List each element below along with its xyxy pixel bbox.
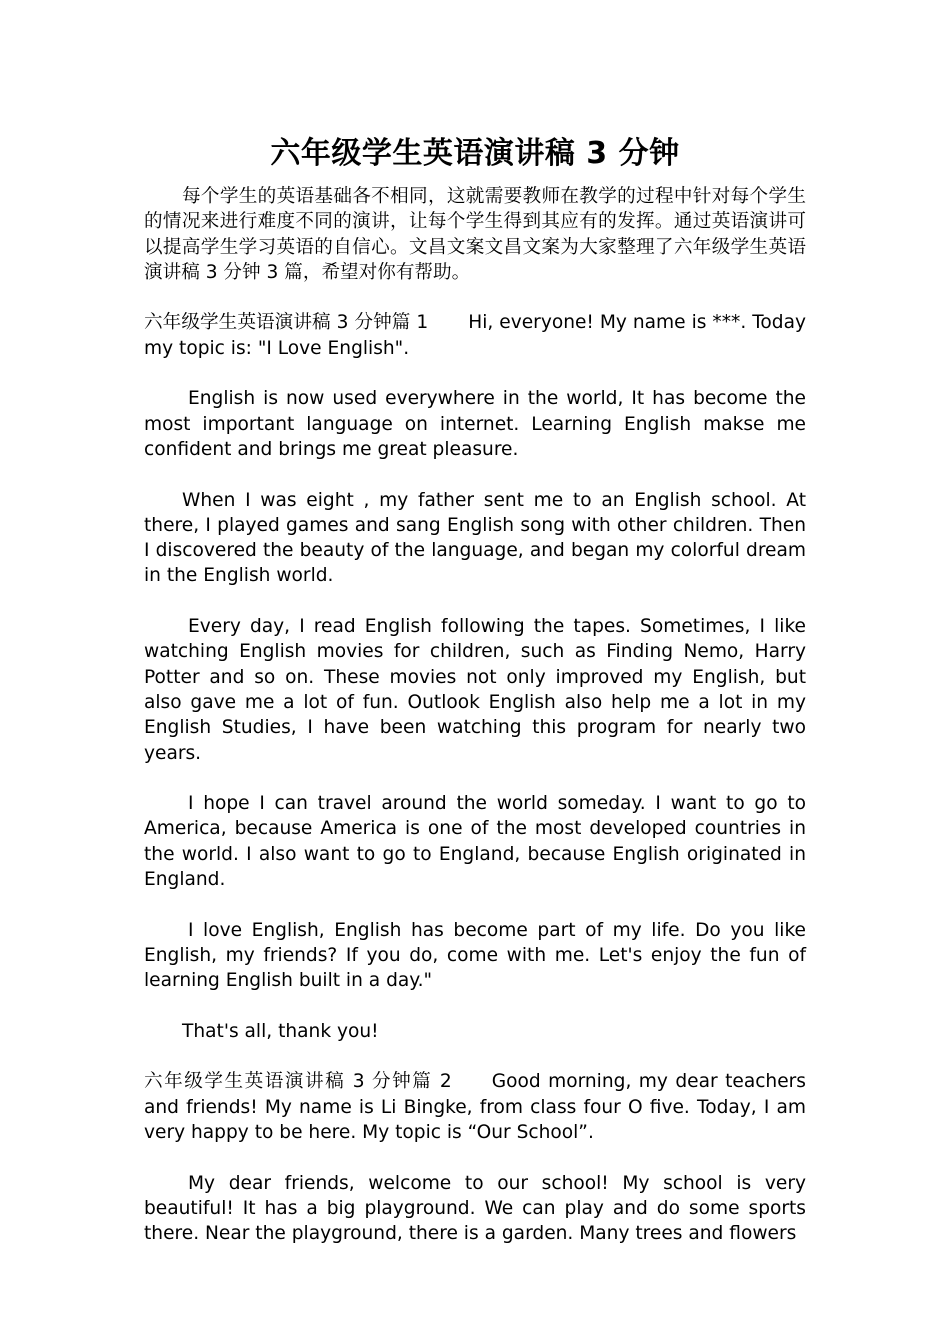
document-page — [144, 128, 806, 1246]
section-1-paragraph: English is now used everywhere in the world, It has become the most important language on internet. Learning English makse me confident and brings me great pleasure. — [144, 388, 806, 460]
section-1-paragraph: Every day, I read English following the tapes. Sometimes, I like watching English movies for children, such as Finding Nemo, Harry Potter and so on. These movies not only improved my English, but also gave me a lot of fun. Outlook English also help me a lot in my English Studies, I have been watching this program for nearly two years. — [144, 616, 806, 764]
section-1-opening-text: Hi, everyone! My name is ***. Today my topic is: "I Love English". — [144, 312, 806, 359]
section-1-heading: 六年级学生英语演讲稿 3 分钟篇 1 — [144, 312, 429, 334]
section-1-closing: That's all, thank you! — [182, 1020, 379, 1042]
section-1-paragraph: I love English, English has become part of my life. Do you like English, my friends? If you do, come with me. Let's enjoy the fun of learning English built in a day." — [144, 919, 806, 992]
intro-paragraph: 每个学生的英语基础各不相同，这就需要教师在教学的过程中针对每个学生的情况来进行难度不同的演讲，让每个学生得到其应有的发挥。通过英语演讲可以提高学生学习英语的自信心。文昌文案文昌文案为大家整理了六年级学生英语演讲稿 3 分钟 3 篇，希望对你有帮助。 — [144, 186, 806, 283]
document-title: 六年级学生英语演讲稿 3 分钟 — [270, 136, 680, 171]
section-2-paragraph: My dear friends, welcome to our school! My school is very beautiful! It has a big playground. We can play and do some sports there. Near the playground, there is a garden. Many trees and flowers — [144, 1172, 806, 1245]
section-2-heading: 六年级学生英语演讲稿 3 分钟篇 2 — [144, 1071, 452, 1093]
section-1-paragraph: I hope I can travel around the world someday. I want to go to America, because America is one of the most developed countries in the world. I also want to go to England, because English originated in England. — [144, 793, 806, 891]
section-1-opening — [144, 310, 806, 361]
section-1-paragraph: When I was eight , my father sent me to an English school. At there, I played games and sang English song with other children. Then I discovered the beauty of the language, and began my colorful dream in the English world. — [144, 489, 806, 587]
section-2-opening-text: Good morning, my dear teachers and friends! My name is Li Bingke, from class four O five. Today, I am very happy to be here. My topic is “Our School”. — [144, 1071, 806, 1143]
section-2-opening — [144, 1069, 806, 1145]
